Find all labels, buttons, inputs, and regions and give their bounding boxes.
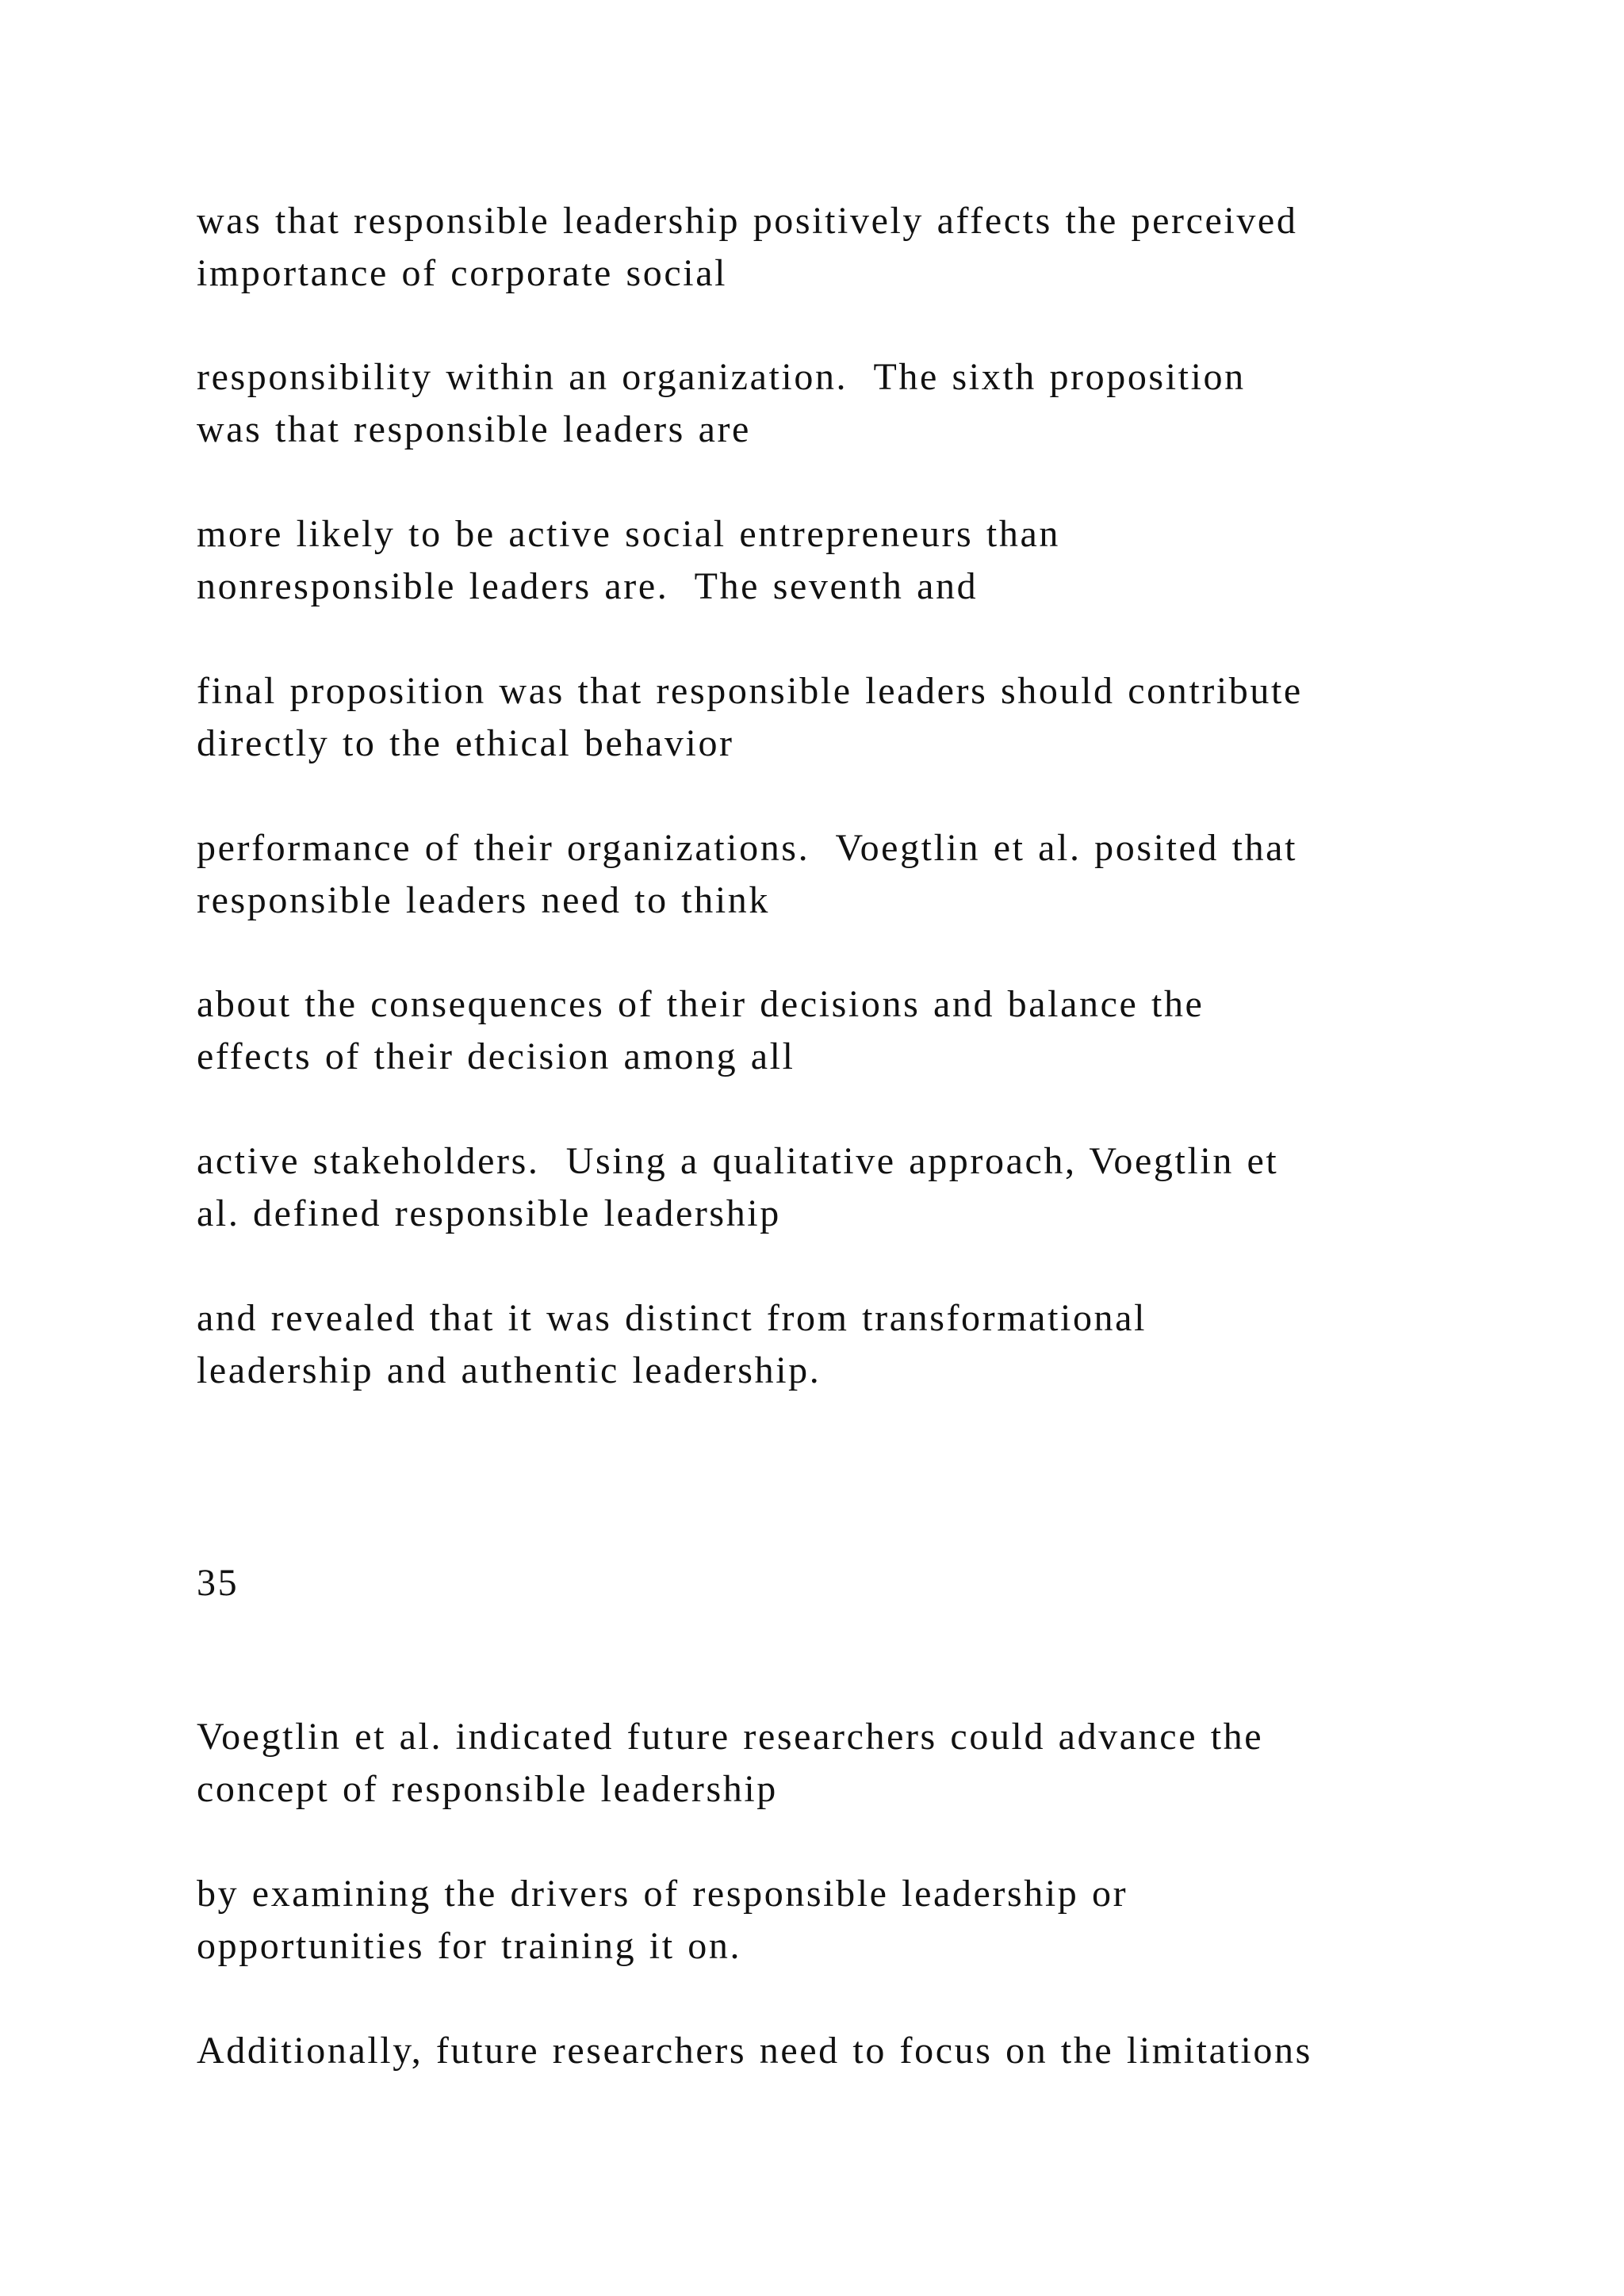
text-line: Additionally, future researchers need to focus on the limitations bbox=[197, 2030, 1312, 2072]
paragraph bbox=[197, 195, 1505, 300]
paragraph bbox=[197, 2025, 1505, 2077]
text-line: was that responsible leadership positively affects the perceived bbox=[197, 200, 1298, 242]
text-line: responsibility within an organization. The sixth proposition bbox=[197, 356, 1246, 398]
text-line: al. defined responsible leadership bbox=[197, 1192, 781, 1234]
paragraph bbox=[197, 822, 1505, 927]
text-line: leadership and authentic leadership. bbox=[197, 1349, 822, 1391]
text-line: more likely to be active social entrepreneurs than bbox=[197, 513, 1060, 555]
text-line: Voegtlin et al. indicated future researchers could advance the bbox=[197, 1716, 1264, 1758]
text-line: importance of corporate social bbox=[197, 252, 728, 294]
text-line: effects of their decision among all bbox=[197, 1035, 795, 1077]
paragraph bbox=[197, 1711, 1505, 1816]
page-number-text: 35 bbox=[197, 1562, 239, 1604]
paragraph bbox=[197, 508, 1505, 613]
text-line: responsible leaders need to think bbox=[197, 879, 770, 921]
paragraph bbox=[197, 665, 1505, 770]
paragraph bbox=[197, 1292, 1505, 1397]
paragraph bbox=[197, 1135, 1505, 1240]
text-line: active stakeholders. Using a qualitative approach, Voegtlin et bbox=[197, 1140, 1279, 1182]
paragraph bbox=[197, 1868, 1505, 1973]
paragraph bbox=[197, 978, 1505, 1083]
text-line: final proposition was that responsible leaders should contribute bbox=[197, 670, 1303, 712]
paragraph bbox=[197, 351, 1505, 456]
text-line: and revealed that it was distinct from transformational bbox=[197, 1297, 1147, 1339]
text-line: opportunities for training it on. bbox=[197, 1925, 742, 1967]
text-line: by examining the drivers of responsible leadership or bbox=[197, 1873, 1128, 1915]
text-line: about the consequences of their decisions and balance the bbox=[197, 983, 1205, 1025]
text-line: performance of their organizations. Voegtlin et al. posited that bbox=[197, 827, 1298, 869]
text-line: concept of responsible leadership bbox=[197, 1768, 778, 1810]
text-line: directly to the ethical behavior bbox=[197, 722, 734, 764]
text-line: was that responsible leaders are bbox=[197, 408, 751, 450]
text-line: nonresponsible leaders are. The seventh and bbox=[197, 565, 979, 607]
page-number bbox=[197, 1557, 1505, 1609]
